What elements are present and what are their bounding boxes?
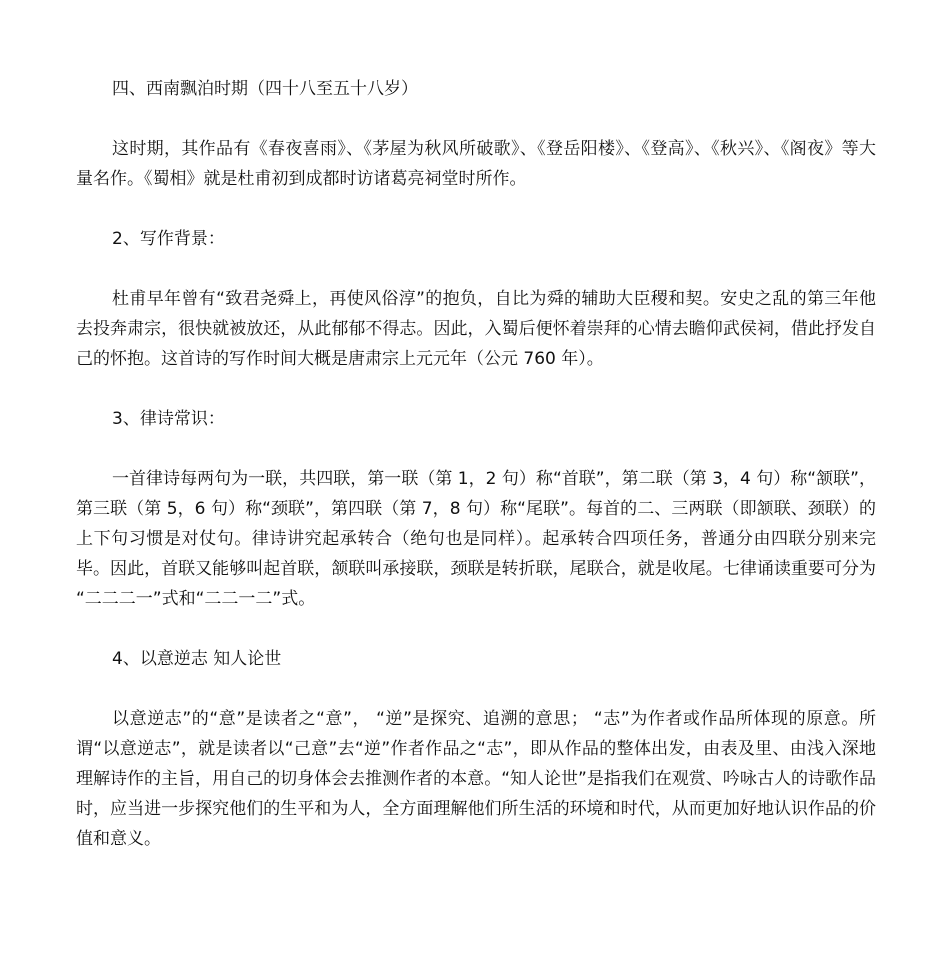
paragraph-works: 这时期，其作品有《春夜喜雨》、《茅屋为秋风所破歌》、《登岳阳楼》、《登高》、《秋兴》、《阁夜》等大量名作。《蜀相》就是杜甫初到成都时访诸葛亮祠堂时所作。: [76, 139, 876, 189]
spacer: [76, 434, 876, 464]
spacer: [76, 374, 876, 404]
spacer: [76, 674, 876, 704]
section-heading-yiyi-nizhi: 4、以意逆志 知人论世: [112, 649, 282, 669]
document-page: [76, 74, 876, 854]
paragraph-regulated-verse: 一首律诗每两句为一联，共四联，第一联（第 1，2 句）称“首联”，第二联（第 3，4 句）称“颔联”，第三联（第 5，6 句）称“颈联”，第四联（第 7，8 句）称“尾联”。每首的二、三两联（即颔联、颈联）的上下句习惯是对仗句。律诗讲究起承转合（绝句也是同样）。起承转合四项任务，普通分由四联分别来完毕。因此，首联又能够叫起首联，颔联叫承接联，颈联是转折联，尾联合，就是收尾。七律诵读重要可分为 “二二二一”式和“二二一二”式。: [76, 469, 876, 609]
spacer: [76, 254, 876, 284]
section-heading-regulated-verse: 3、律诗常识：: [112, 409, 225, 429]
paragraph-background: 杜甫早年曾有“致君尧舜上，再使风俗淳”的抱负，自比为舜的辅助大臣稷和契。安史之乱的第三年他去投奔肃宗，很快就被放还，从此郁郁不得志。因此，入蜀后便怀着崇拜的心情去瞻仰武侯祠，借此抒发自己的怀抱。这首诗的写作时间大概是唐肃宗上元元年（公元 760 年）。: [76, 289, 876, 369]
spacer: [76, 104, 876, 134]
spacer: [76, 194, 876, 224]
spacer: [76, 614, 876, 644]
paragraph-yiyi-nizhi: 以意逆志”的“意”是读者之“意”， “逆”是探究、追溯的意思； “志”为作者或作品所体现的原意。所谓“以意逆志”，就是读者以“己意”去“逆”作者作品之“志”，即从作品的整体出发，由表及里、由浅入深地理解诗作的主旨，用自己的切身体会去推测作者的本意。“知人论世”是指我们在观赏、吟咏古人的诗歌作品时，应当进一步探究他们的生平和为人，全方面理解他们所生活的环境和时代，从而更加好地认识作品的价值和意义。: [76, 709, 876, 849]
section-heading-southwest-period: 四、西南飘泊时期（四十八至五十八岁）: [112, 79, 418, 99]
section-heading-background: 2、写作背景：: [112, 229, 225, 249]
